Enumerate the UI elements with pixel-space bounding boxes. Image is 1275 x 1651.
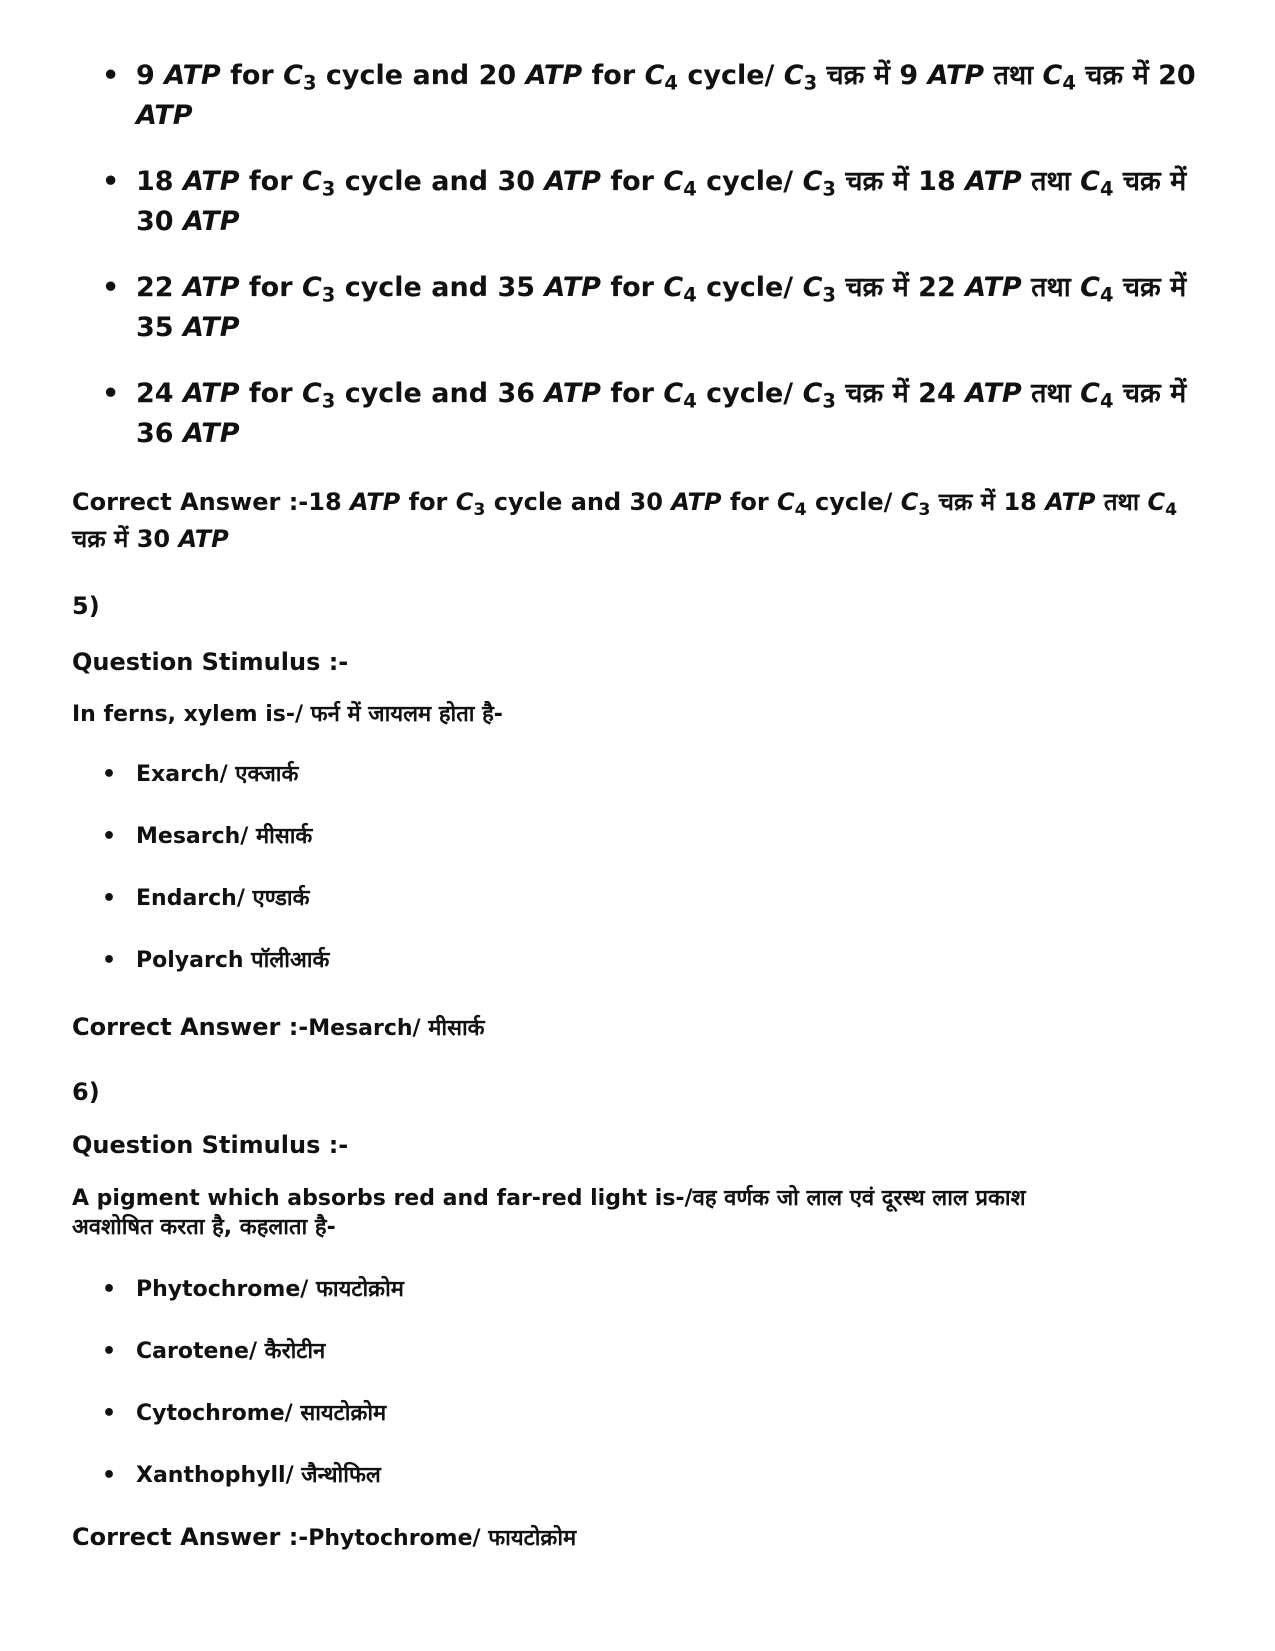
option-item: • Carotene/ कैरोटीन	[98, 1337, 1198, 1367]
question-text: A pigment which absorbs red and far-red light is-/वह वर्णक जो लाल एवं दूरस्थ लाल प्रकाश अवशोषित करता है, कहलाता है-	[72, 1186, 1026, 1240]
bullet: •	[102, 378, 120, 409]
question-options	[98, 1275, 1198, 1523]
option-item: • Cytochrome/ सायटोक्रोम	[98, 1399, 1198, 1429]
option-item: • Endarch/ एण्डार्क	[98, 884, 1198, 914]
correct-answer: Correct Answer :-Mesarch/ मीसार्क	[72, 1013, 485, 1041]
option-item: • 9 ATP for $C_3$ cycle and 20 ATP for $C_4$ cycle/ $C_3$ चक्र में 9 ATP तथा $C_4$ चक्र में 20 ATP	[98, 56, 1208, 136]
question-stimulus-label: Question Stimulus :-	[72, 1131, 349, 1159]
bullet: •	[102, 1339, 117, 1364]
question-options	[98, 760, 1198, 1008]
option-item: • 24 ATP for $C_3$ cycle and 36 ATP for $C_4$ cycle/ $C_3$ चक्र में 24 ATP तथा $C_4$ चक्र में 36 ATP	[98, 374, 1208, 454]
bullet: •	[102, 272, 120, 303]
correct-answer: Correct Answer :-Phytochrome/ फायटोक्रोम	[72, 1523, 577, 1551]
bullet: •	[102, 166, 120, 197]
bullet: •	[102, 1401, 117, 1426]
prev-correct-answer: Correct Answer :-18 ATP for $C_3$ cycle and 30 ATP for $C_4$ cycle/ $C_3$ चक्र में 18 ATP तथा $C_4$ चक्र में 30 ATP	[72, 488, 1178, 553]
option-item: • 22 ATP for $C_3$ cycle and 35 ATP for $C_4$ cycle/ $C_3$ चक्र में 22 ATP तथा $C_4$ चक्र में 35 ATP	[98, 268, 1208, 348]
bullet: •	[102, 824, 117, 849]
option-item: • Exarch/ एक्जार्क	[98, 760, 1198, 790]
bullet: •	[102, 762, 117, 787]
bullet: •	[102, 948, 117, 973]
question-number: 6)	[72, 1078, 100, 1106]
bullet: •	[102, 60, 120, 91]
prev-question-options	[98, 56, 1208, 480]
option-item: • Xanthophyll/ जैन्थोफिल	[98, 1461, 1198, 1491]
option-item: • Polyarch पॉलीआर्क	[98, 946, 1198, 976]
question-number: 5)	[72, 592, 100, 620]
question-text: In ferns, xylem is-/ फर्न में जायलम होता है-	[72, 702, 503, 727]
bullet: •	[102, 1463, 117, 1488]
bullet: •	[102, 886, 117, 911]
option-item: • Phytochrome/ फायटोक्रोम	[98, 1275, 1198, 1305]
question-stimulus-label: Question Stimulus :-	[72, 648, 349, 676]
option-item: • 18 ATP for $C_3$ cycle and 30 ATP for $C_4$ cycle/ $C_3$ चक्र में 18 ATP तथा $C_4$ चक्र में 30 ATP	[98, 162, 1208, 242]
bullet: •	[102, 1277, 117, 1302]
option-item: • Mesarch/ मीसार्क	[98, 822, 1198, 852]
